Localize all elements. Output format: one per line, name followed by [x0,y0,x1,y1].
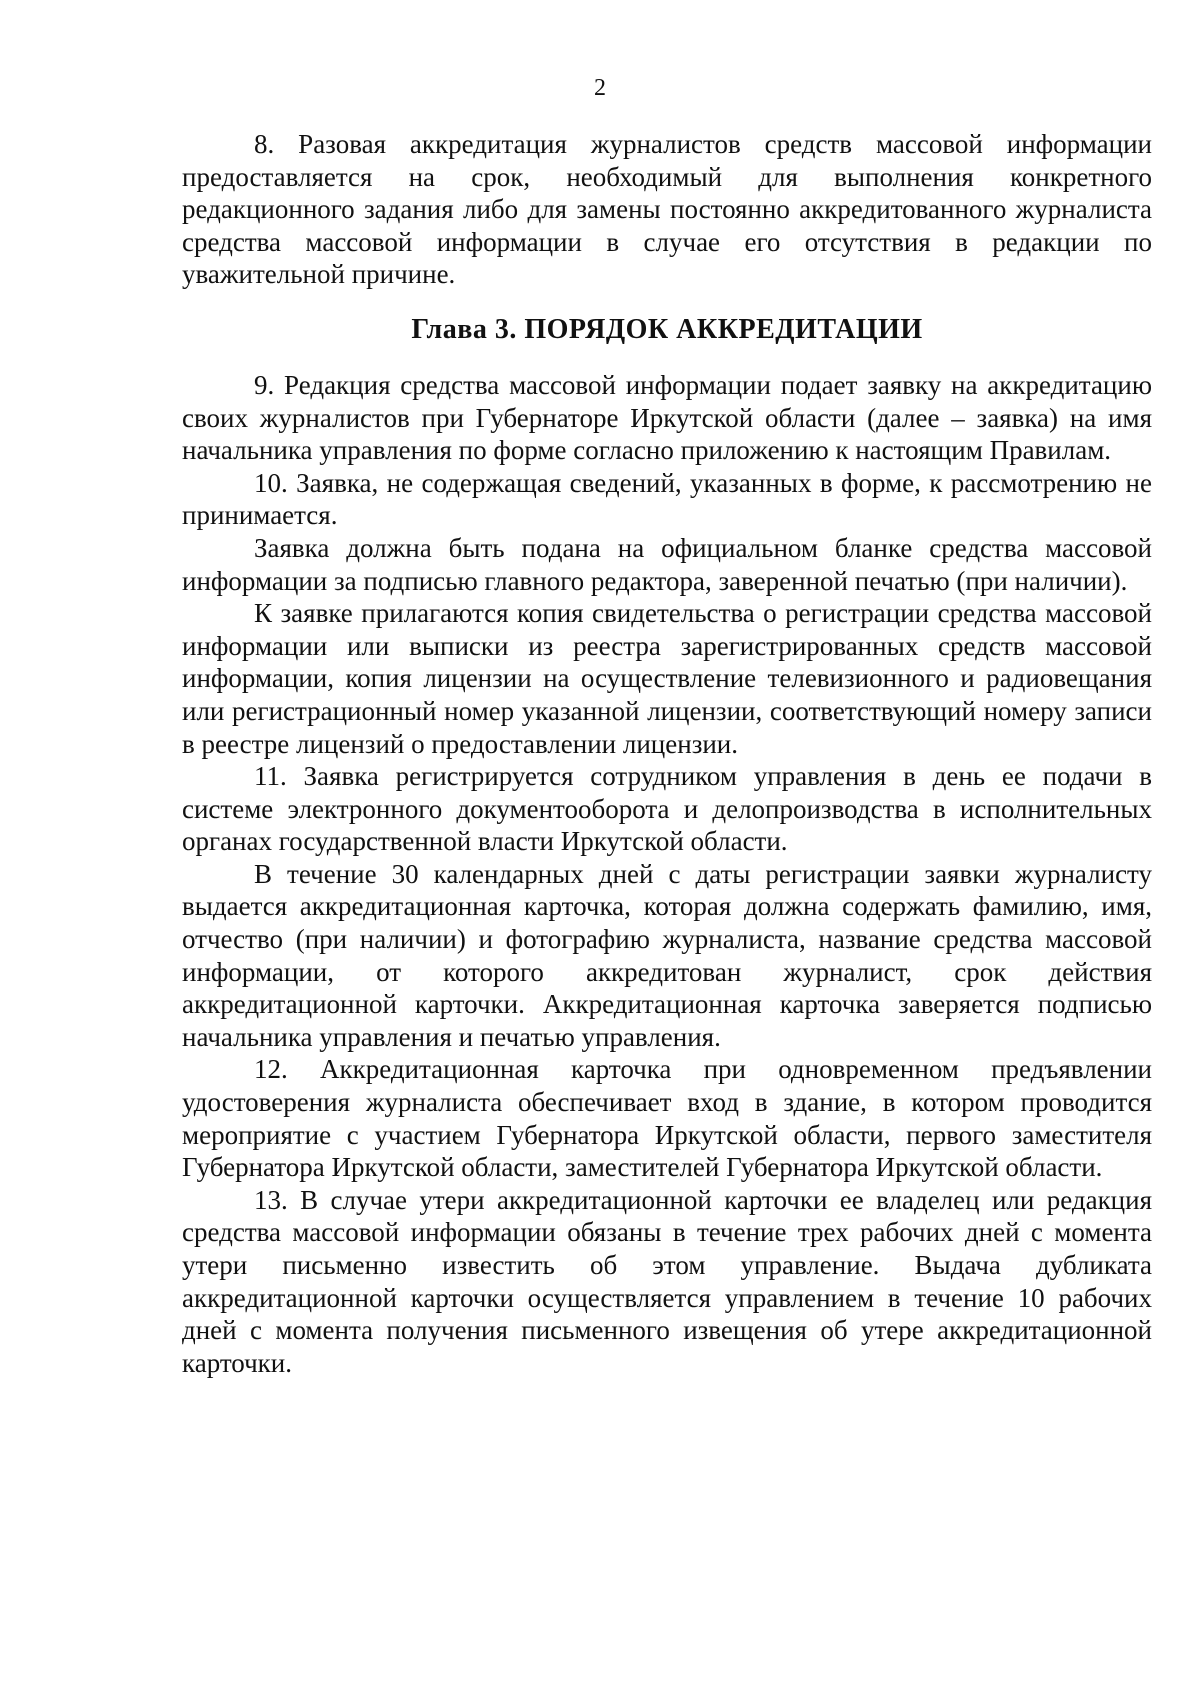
paragraph-9: 9. Редакция средства массовой информации подает заявку на аккредитацию своих журналистов при Губернаторе Иркутской области (далее – заявка) на имя начальника управления по форме согласно приложению к настоящим Правилам. [182,369,1152,466]
document-body [182,128,1152,1379]
paragraph-10-attachments: К заявке прилагаются копия свидетельства о регистрации средства массовой информации или выписки из реестра зарегистрированных средств массовой информации, копия лицензии на осуществление телевизионного и радиовещания или регистрационный номер указанной лицензии, соответствующий номеру записи в реестре лицензий о предоставлении лицензии. [182,598,1152,759]
paragraph-13: 13. В случае утери аккредитационной карточки ее владелец или редакция средства массовой информации обязаны в течение трех рабочих дней с момента утери письменно известить об этом управление. Выдача дубликата аккредитационной карточки осуществляется управлением в течение 10 рабочих дней с момента получения письменного извещения об утере аккредитационной карточки. [182,1184,1152,1378]
paragraph-8: 8. Разовая аккредитация журналистов средств массовой информации предоставляется на срок, необходимый для выполнения конкретного редакционного задания либо для замены постоянно аккредитованного журналиста средства массовой информации в случае его отсутствия в редакции по уважительной причине. [182,129,1152,290]
paragraph-10-form: Заявка должна быть подана на официальном бланке средства массовой информации за подписью главного редактора, заверенной печатью (при наличии). [182,532,1152,596]
paragraph-11: 11. Заявка регистрируется сотрудником управления в день ее подачи в системе электронного документооборота и делопроизводства в исполнительных органах государственной власти Иркутской области. [182,761,1152,857]
paragraph-10: 10. Заявка, не содержащая сведений, указанных в форме, к рассмотрению не принимается. [182,467,1152,531]
chapter-heading: Глава 3. ПОРЯДОК АККРЕДИТАЦИИ [411,313,923,345]
page-number: 2 [594,75,606,101]
paragraph-11-card: В течение 30 календарных дней с даты регистрации заявки журналисту выдается аккредитационная карточка, которая должна содержать фамилию, имя, отчество (при наличии) и фотографию журналиста, название средства массовой информации, от которого аккредитован журналист, срок действия аккредитационной карточки. Аккредитационная карточка заверяется подписью начальника управления и печатью управления. [182,858,1152,1052]
paragraph-12: 12. Аккредитационная карточка при одновременном предъявлении удостоверения журналиста обеспечивает вход в здание, в котором проводится мероприятие с участием Губернатора Иркутской области, первого заместителя Губернатора Иркутской области, заместителей Губернатора Иркутской области. [182,1054,1152,1183]
